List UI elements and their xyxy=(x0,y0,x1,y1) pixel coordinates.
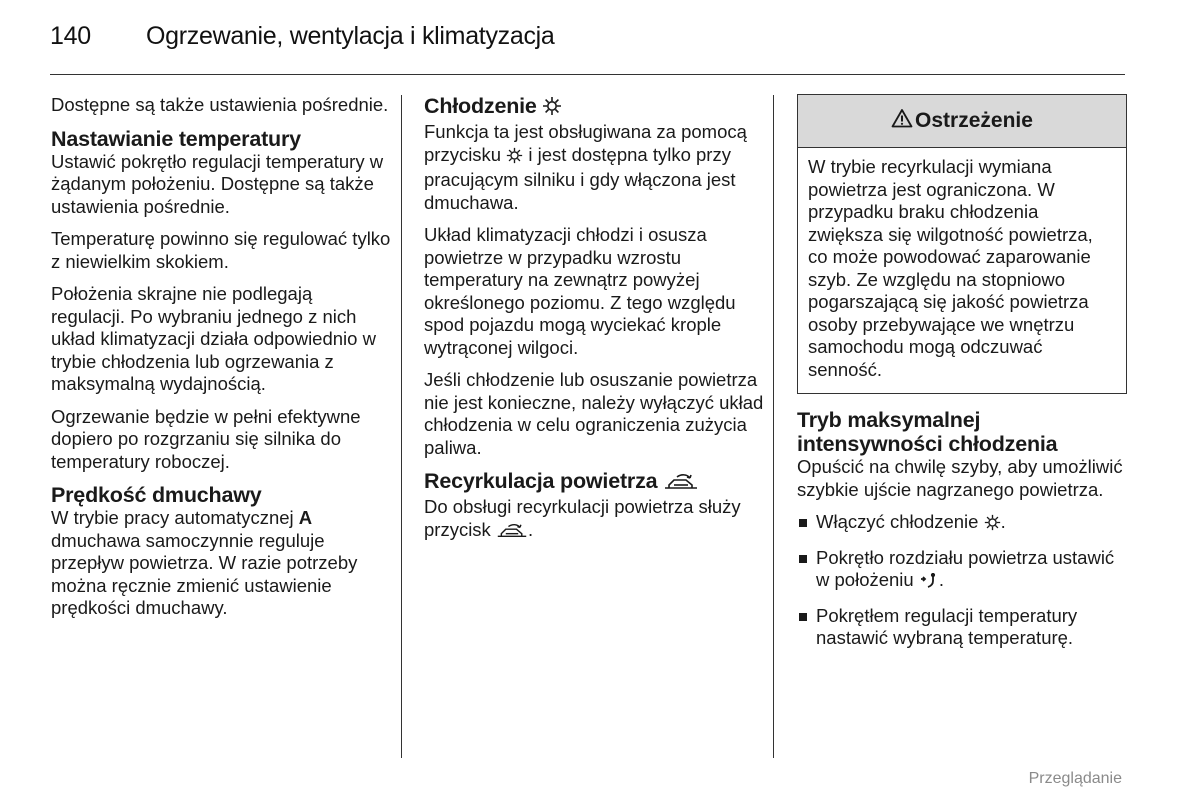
max-cooling-steps xyxy=(797,511,1127,650)
fan-text-a: W trybie pracy automatycznej xyxy=(51,507,299,528)
list-item xyxy=(797,605,1127,650)
recirculation-paragraph xyxy=(424,496,764,544)
recirculation-heading-text: Recyrkulacja powietrza xyxy=(424,469,658,493)
fan-text-b: dmuchawa samoczynnie reguluje przepływ powietrza. W razie potrzeby można ręcznie zmienić ustawienie prędkości dmuchawy. xyxy=(51,529,358,618)
step-3-text: Pokrętłem regulacji temperatury nastawić wybraną temperaturę. xyxy=(816,604,1078,648)
fan-speed-heading: Prędkość dmuchawy xyxy=(51,483,262,507)
column-divider-2 xyxy=(773,95,774,758)
column-divider-1 xyxy=(401,95,402,758)
temperature-paragraph-2: Temperaturę powinno się regulować tylko z niewielkim skokiem. xyxy=(51,228,391,272)
cooling-heading-text: Chłodzenie xyxy=(424,94,537,118)
header-rule xyxy=(50,74,1125,75)
warning-triangle-icon xyxy=(891,108,915,134)
air-distribution-icon xyxy=(919,572,939,595)
warning-title: Ostrzeżenie xyxy=(915,108,1033,132)
temperature-paragraph-3: Położenia skrajne nie podlegają regulacji. Po wybraniu jednego z nich układ klimatyzacji działa odpowiednio w trybie chłodzenia lub ogrzewania z maksymalną wydajnością. xyxy=(51,283,376,394)
cooling-heading xyxy=(424,94,764,121)
page-number: 140 xyxy=(50,22,91,50)
recirculation-car-icon xyxy=(496,522,528,545)
fan-speed-paragraph xyxy=(51,507,391,620)
recirculation-text: Do obsługi recyrkulacji powietrza służy przycisk xyxy=(424,496,741,540)
step-1-text: Włączyć chłodzenie xyxy=(816,511,984,532)
bullet-square-icon xyxy=(799,519,807,527)
step-1-end: . xyxy=(1000,511,1006,532)
warning-header xyxy=(798,95,1126,148)
warning-box xyxy=(797,94,1127,394)
snowflake-icon xyxy=(542,96,562,121)
list-item xyxy=(797,547,1127,595)
column-3 xyxy=(797,94,1127,660)
recirculation-section xyxy=(424,469,764,544)
cooling-paragraph-1 xyxy=(424,121,764,214)
footer-label: Przeglądanie xyxy=(1028,770,1122,787)
temperature-heading: Nastawianie temperatury xyxy=(51,126,301,151)
warning-text: W trybie recyrkulacji wymiana powietrza jest ograniczona. W przypadku braku chłodzenia zwiększa się wilgotność powietrza, co może powodować zaparowanie szyb. Ze względu na stopniowo pogarszającą się jakość powietrza osoby przebywające we wnętrzu samochodu mogą odczuwać senność. xyxy=(808,156,1093,380)
step-2-end: . xyxy=(938,569,944,590)
cooling-text-a: Funkcja ta jest obsługiwana za pomocą przycisku xyxy=(424,121,747,165)
snowflake-icon xyxy=(506,147,523,170)
bullet-square-icon xyxy=(799,613,807,621)
recirculation-text-end: . xyxy=(527,518,534,540)
intro-paragraph: Dostępne są także ustawienia pośrednie. xyxy=(51,94,389,115)
snowflake-icon xyxy=(984,514,1001,537)
column-1 xyxy=(51,94,391,630)
temperature-section xyxy=(51,127,391,474)
page-title: Ogrzewanie, wentylacja i klimatyzacja xyxy=(146,22,555,50)
temperature-paragraph-1: Ustawić pokrętło regulacji temperatury w żądanym położeniu. Dostępne są także ustawienia pośrednie. xyxy=(51,150,384,217)
column-2 xyxy=(424,94,764,554)
bullet-square-icon xyxy=(799,555,807,563)
cooling-paragraph-3: Jeśli chłodzenie lub osuszanie powietrza nie jest konieczne, należy wyłączyć układ chłodzenia w celu ograniczenia zużycia paliwa. xyxy=(424,369,764,458)
temperature-paragraph-4: Ogrzewanie będzie w pełni efektywne dopiero po rozgrzaniu się silnika do temperatury roboczej. xyxy=(51,405,361,472)
fan-speed-section xyxy=(51,483,391,620)
max-cooling-paragraph: Opuścić na chwilę szyby, aby umożliwić szybkie ujście nagrzanego powietrza. xyxy=(797,456,1123,500)
page-header xyxy=(50,22,1125,51)
recirculation-heading xyxy=(424,469,764,496)
cooling-paragraph-2: Układ klimatyzacji chłodzi i osusza powietrze w przypadku wzrostu temperatury na zewnątrz powyżej określonego poziomu. Z tego względu spod pojazdu mogą wyciekać krople wytrąconej wilgoci. xyxy=(424,224,736,358)
max-cooling-heading: Tryb maksymalnej intensywności chłodzenia xyxy=(797,408,1058,456)
recirculation-car-icon xyxy=(663,472,699,496)
cooling-text-b: i jest dostępna tylko przy pracującym silniku i gdy włączona jest dmuchawa. xyxy=(424,143,736,213)
step-2-text: Pokrętło rozdziału powietrza ustawić w położeniu xyxy=(816,546,1115,590)
list-item xyxy=(797,511,1127,537)
auto-mode-symbol: A xyxy=(298,507,313,528)
